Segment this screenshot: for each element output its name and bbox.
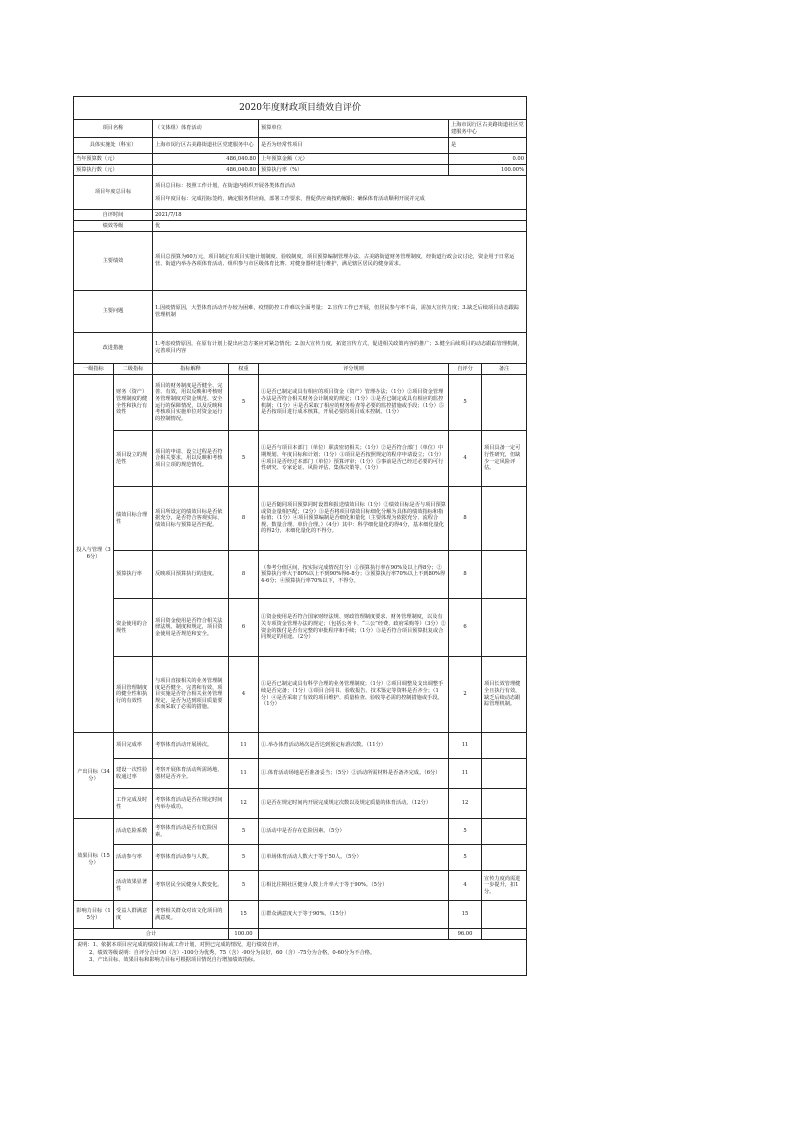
page-title: 2020年度财政项目绩效自评价 [74,97,527,120]
total-score: 96.00 [449,929,482,940]
indicator-explain: 考察居民全民健身人数变化。 [153,871,229,901]
indicator-remark [482,733,527,759]
grade-label: 绩效等级 [74,221,153,232]
indicator-name: 活动参与率 [114,845,153,871]
group-impact: 影响力目标（15分） [74,901,114,929]
group-output: 产出目标（34分） [74,733,114,819]
indicator-rule: ①.举办体育活动场次是否达到预定标准次数。（11分） [259,733,449,759]
indicator-score: 12 [449,789,482,819]
indicator-score: 15 [449,901,482,929]
indicator-explain: 考察体育活动是否在规定时间内举办成功。 [153,789,229,819]
indicator-weight: 11 [229,733,259,759]
eval-time: 2021/7/18 [153,210,527,221]
indicator-remark [482,375,527,431]
header-explain: 指标解释 [153,364,229,375]
indicator-weight: 5 [229,819,259,845]
indicator-rule: ①是否与项目本部门（单位）职责密切相关；（1分）②是否符合部门（单位）中期规划、年度目标和计划；（1分）③项目是否按照规定的程序申请设立；（1分）④项目是否经过本部门（单位）预算评审；（1分）⑤事前是否已经过必要的可行性研究、专家论证、风险评估、集体决策等。（1分） [259,431,449,487]
header-score: 自评分 [449,364,482,375]
indicator-explain: 考察开展体育活动所需场地、器材是否齐全。 [153,759,229,789]
measures-label: 改进措施 [74,333,153,364]
indicator-remark: 宣传力度尚需进一步提升，扣1分。 [482,871,527,901]
indicator-explain: 考察体育活动开展场次。 [153,733,229,759]
note-line: 说明：1、依据本项目应完成的绩效目标或工作计划，对照已完成的情况，进行绩效自评。 [77,942,283,948]
project-name: （文体组）体育活动 [153,120,259,138]
indicator-rule: ①群众满意度大于等于90%。（15分） [259,901,449,929]
indicator-score: 11 [449,759,482,789]
indicator-score: 6 [449,599,482,657]
problem-label: 主要问题 [74,291,153,333]
budget-last-year: 0.00 [449,154,527,165]
indicator-remark [482,819,527,845]
budget-unit-label: 预算单位 [259,120,449,138]
goal-text [153,176,527,210]
indicator-remark [482,551,527,599]
goal-annual: 项目年度目标：完成招标签约，确定服务供应商，部署工作要求，督促供应商按约履职；确保体育活动顺利开展并完成 [155,195,425,202]
indicator-rule: ①单场体育活动人数大于等于50人。（5分） [259,845,449,871]
exec-rate-label: 预算执行率（%） [259,165,449,176]
note-line: 2、绩效等级说明：自评分合计90（含）-100分为优秀，75（含）-90分为良好，60（含）-75分为合格，0-60分为不合格。 [89,949,376,956]
indicator-weight: 11 [229,759,259,789]
indicator-remark: 项目具备一定可行性研究，但缺少一定风险评估。 [482,431,527,487]
indicator-weight: 8 [229,487,259,551]
indicator-name: 资金使用的合规性 [114,599,153,657]
indicator-remark [482,789,527,819]
indicator-remark [482,845,527,871]
indicator-score: 2 [449,657,482,733]
indicator-name: 活动危险系数 [114,819,153,845]
indicator-explain: 项目的财务制度是否健全、完善、有效，用以反映和考核财务管理制度对资金规范、安全运行的保障情况，以及反映和考核项目实施单位对资金运行的控制情况。 [153,375,229,431]
indicator-remark: 项目长效管理健全且执行有效，缺乏后续动态跟踪管理机制。 [482,657,527,733]
indicator-score: 4 [449,431,482,487]
impl-dept-label: 具体实施处（科室） [74,138,153,154]
header-level2: 二级指标 [114,364,153,375]
indicator-weight: 5 [229,431,259,487]
indicator-name: 项目管理制度的健全性和执行的有效性 [114,657,153,733]
indicator-name: 活动效果显著性 [114,871,153,901]
indicator-weight: 4 [229,657,259,733]
indicator-rule: （参考分值区间，按实际完成情况打分）①预算执行率在90%及以上得8分；②预算执行率大于80%以上不到90%得6-8分；③预算执行率70%以上不到80%得4-6分；④预算执行率70%以下，不得分。 [259,551,449,599]
indicator-explain: 考察体育活动参与人数。 [153,845,229,871]
indicator-rule: ①相比往期社区健身人数上升率大于等于90%。（5分） [259,871,449,901]
budget-current-label: 当年预算数（元） [74,154,153,165]
goal-label: 项目年度总目标 [74,176,153,210]
measures: 1.考虑疫情原因，在原有计划上提出应急方案应对紧急情况；2.加大宣传力度，拓宽宣传方式，促进相关政策内容的推广；3.健全后续项目的动态跟踪管理机制，完善项目内容 [153,333,527,364]
indicator-explain: 考察相关群众对该文化项目的满意度。 [153,901,229,929]
indicator-name: 财务（资产）管理制度的健全性和执行有效性 [114,375,153,431]
indicator-explain: 项目资金使用是否符合相关法律法规、制度和规定，项目资金使用是否规范和安全。 [153,599,229,657]
evaluation-form [73,96,526,976]
indicator-explain: 项目所设定的绩效目标是否依据充分，是否符合客观实际，绩效目标与预算是否匹配。 [153,487,229,551]
header-rule: 评分规则 [259,364,449,375]
indicator-rule: ①是否已制定或具有科学合理的业务管理制度；（1分）②项目调整及支出调整手续是否完备；（1分）③项目合同书、验收报告、技术鉴定等资料是否齐全；（1分）④是否采取了有效的项目维护、质量检查、验收等必需的控制措施或手段。（1分） [259,657,449,733]
eval-time-label: 自评时间 [74,210,153,221]
indicator-rule: ①活动中是否存在危险因素。（5分） [259,819,449,845]
group-input: 投入与管理（36分） [74,375,114,733]
indicator-weight: 12 [229,789,259,819]
total-label: 合计 [74,929,229,940]
note-line: 3、产出目标、效果目标和影响力目标可根据项目情况自行增加绩效指标。 [89,957,259,964]
evaluation-table [73,96,527,976]
total-rule [259,929,449,940]
indicator-weight: 5 [229,845,259,871]
total-remark [482,929,527,940]
indicator-score: 5 [449,845,482,871]
indicator-remark [482,759,527,789]
main-perf-label: 主要绩效 [74,232,153,291]
indicator-remark [482,599,527,657]
indicator-explain: 与项目直接相关的业务管理制度是否健全、完善和有效，项目实施是否符合相关业务管理规定，是否为达到项目质量要求而采取了必需的措施。 [153,657,229,733]
header-weight: 权重 [229,364,259,375]
notes [74,940,527,976]
exec-amount: 486,040.80 [153,165,259,176]
indicator-weight: 8 [229,551,259,599]
exec-amount-label: 预算执行数（元） [74,165,153,176]
budget-current: 486,040.80 [153,154,259,165]
indicator-rule: ①是否已制定或具有相应的项目资金（资产）管理办法；（1分）②项目资金管理办法是否符合相关财务会计制度的规定；（1分）③是否已制定或具有相应的监控机制；（1分）④是否采取了相应的财务检查等必要的监控措施或手段；（1分）⑤是否按项目进行成本核算，开展必要的项目成本控制。（1分） [259,375,449,431]
indicator-weight: 5 [229,871,259,901]
exec-rate: 100.00% [449,165,527,176]
indicator-explain: 反映项目预算执行的进度。 [153,551,229,599]
goal-overall: 项目总目标：按照工作计划，在街道内组织开展各类体育活动 [155,182,296,189]
total-weight: 100.00 [229,929,259,940]
indicator-weight: 6 [229,599,259,657]
recurring-label: 是否为经常性项目 [259,138,449,154]
indicator-weight: 5 [229,375,259,431]
group-effect: 效果目标（15分） [74,819,114,901]
indicator-score: 8 [449,487,482,551]
indicator-remark [482,487,527,551]
indicator-rule: ①是否在规定时间内开展完成规定次数以及规定质量的体育活动。（12分） [259,789,449,819]
indicator-score: 5 [449,819,482,845]
indicator-score: 11 [449,733,482,759]
indicator-rule: ①资金使用是否符合国家财经法规、财政管理制度要求、财务管理制度，以及有关专项资金管理办法的规定；（包括公务卡、“三公”经费、政府采购等）（3分）②资金的拨付是否有完整的审批程序和手续；（1分）③是否符合项目预算批复或合同规定的用途。（2分） [259,599,449,657]
recurring-value: 是 [449,138,527,154]
indicator-rule: ①.体育活动场地是否准备妥当；（5分）②活动所需材料是否备齐完成。（6分） [259,759,449,789]
indicator-score: 4 [449,871,482,901]
indicator-name: 工作完成及时性 [114,789,153,819]
indicator-name: 受益人群满意度 [114,901,153,929]
indicator-score: 8 [449,551,482,599]
budget-last-year-label: 上年预算金额（元） [259,154,449,165]
budget-unit: 上海市闵行区古美路街道社区党建服务中心 [449,120,527,138]
indicator-name: 建设一次性验收通过率 [114,759,153,789]
indicator-name: 项目设立的规范性 [114,431,153,487]
indicator-remark [482,901,527,929]
project-name-label: 项目名称 [74,120,153,138]
indicator-explain: 项目的申请、设立过程是否符合相关要求，用以反映和考核项目立项的规范情况。 [153,431,229,487]
indicator-weight: 15 [229,901,259,929]
indicator-name: 项目完成率 [114,733,153,759]
indicator-rule: ①是否随同项目预算同时设置和报送绩效目标（1分）②绩效目标是否与项目预算或资金量相匹配；（2分）③是否将项目绩效目标细化分解为具体的绩效指标和指标值；（1分）④项目预算编制是否细化和量化（主要体现为依据充分、流程合规、数量合理、单价合理。）（4分）其中：科学细化量化的得4分，基本细化量化的得2分，未细化量化的不得分。 [259,487,449,551]
header-level1: 一级指标 [74,364,114,375]
indicator-name: 预算执行率 [114,551,153,599]
indicator-score: 5 [449,375,482,431]
indicator-explain: 考察体育活动是否有危险因素。 [153,819,229,845]
header-remark: 备注 [482,364,527,375]
main-perf: 项目总预算为60万元，项目制定有项目实施计划制度、验收制度、项目预算编制管理办法、古美路街道财务管理制度，经街道行政会议讨论，资金用于日常运营、街道内举办各项体育活动、组织参与市区级体育比赛、对健身器材进行维护，满足辖区居民的健身需求。 [153,232,527,291]
problem: 1.因疫情原因，大型体育活动开办较为困难，疫情防控工作难以全面考量； 2.宣传工作已开展，但居民参与率不高，需加大宣传力度；3.缺乏后续项目动态跟踪管理机制 [153,291,527,333]
grade: 优 [153,221,527,232]
impl-dept: 上海市闵行区古美路街道社区党建服务中心 [153,138,259,154]
indicator-name: 绩效目标合理性 [114,487,153,551]
